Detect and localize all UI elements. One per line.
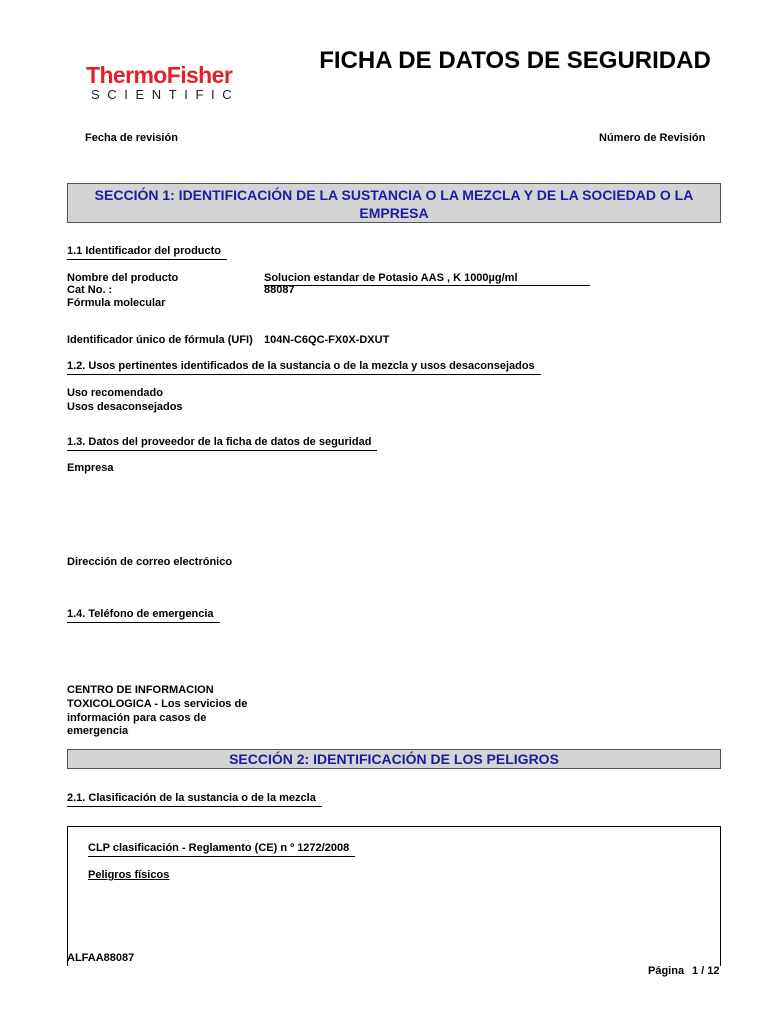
revision-date-label: Fecha de revisión (85, 132, 178, 144)
product-name-label: Nombre del producto (67, 272, 179, 284)
section-2-header: SECCIÓN 2: IDENTIFICACIÓN DE LOS PELIGROS (67, 749, 721, 769)
subsection-1-4-heading: 1.4. Teléfono de emergencia (67, 607, 220, 623)
brand-logo-subtitle: SCIENTIFIC (91, 87, 240, 102)
subsection-1-1-heading: 1.1 Identificador del producto (67, 244, 227, 260)
molecular-formula-label: Fórmula molecular (67, 297, 166, 309)
cat-no-value: 88087 (264, 284, 295, 296)
clp-classification-heading: CLP clasificación - Reglamento (CE) n º 1272/2008 (88, 841, 355, 857)
discouraged-uses-label: Usos desaconsejados (67, 401, 183, 413)
emergency-info-line-3: información para casos de (67, 712, 207, 724)
revision-number-label: Número de Revisión (599, 132, 706, 144)
section-1-header (67, 183, 721, 223)
physical-hazards-label: Peligros físicos (88, 869, 170, 881)
ufi-value: 104N-C6QC-FX0X-DXUT (264, 334, 390, 346)
subsection-2-1-heading: 2.1. Clasificación de la sustancia o de la mezcla (67, 791, 322, 807)
company-label: Empresa (67, 462, 114, 474)
emergency-info-line-1: CENTRO DE INFORMACION (67, 684, 214, 696)
recommended-use-label: Uso recomendado (67, 387, 163, 399)
email-label: Dirección de correo electrónico (67, 556, 233, 568)
page-number: 1 / 12 (692, 965, 720, 977)
document-code: ALFAA88087 (67, 952, 135, 964)
ufi-label: Identificador único de fórmula (UFI) (67, 334, 253, 346)
emergency-info-line-4: emergencia (67, 725, 129, 737)
product-name-value: Solucion estandar de Potasio AAS , K 1000µg/ml (264, 271, 590, 286)
page-label: Página (648, 965, 685, 977)
subsection-1-2-heading: 1.2. Usos pertinentes identificados de la sustancia o de la mezcla y usos desaconsejados (67, 359, 541, 375)
section-1-title-line2: EMPRESA (359, 205, 429, 221)
cat-no-label: Cat No. : (67, 284, 113, 296)
document-title: FICHA DE DATOS DE SEGURIDAD (319, 47, 711, 74)
brand-logo-wordmark: ThermoFisher (86, 62, 233, 88)
section-1-title-line1: SECCIÓN 1: IDENTIFICACIÓN DE LA SUSTANCIA O LA MEZCLA Y DE LA SOCIEDAD O LA (94, 187, 694, 203)
emergency-info-line-2: TOXICOLOGICA - Los servicios de (67, 698, 248, 710)
subsection-1-3-heading: 1.3. Datos del proveedor de la ficha de datos de seguridad (67, 435, 377, 451)
